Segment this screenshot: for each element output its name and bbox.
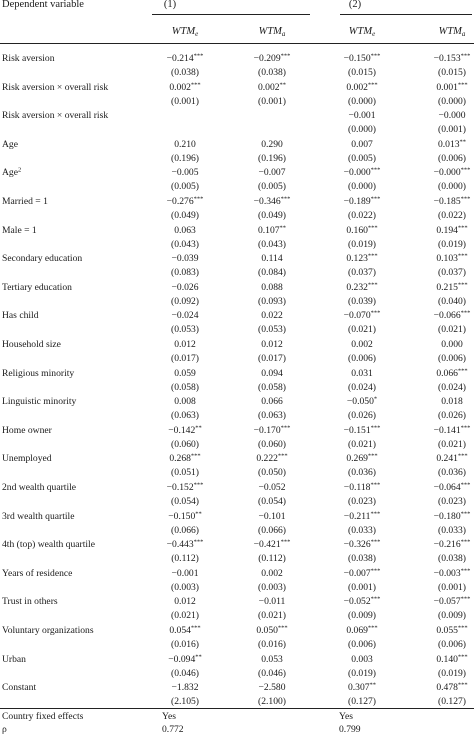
standard-error: (0.000) bbox=[438, 181, 466, 193]
coefficient: 0.241*** bbox=[436, 452, 468, 465]
standard-error: (0.000) bbox=[438, 95, 466, 107]
standard-error: (0.063) bbox=[171, 410, 199, 422]
coefficient: 0.008 bbox=[174, 396, 196, 408]
coefficient: −0.153*** bbox=[433, 52, 471, 64]
coefficient: 0.013** bbox=[437, 138, 467, 150]
standard-error: (0.016) bbox=[258, 639, 286, 650]
coefficient: 0.012 bbox=[174, 339, 196, 350]
coefficient: 0.140*** bbox=[436, 653, 468, 665]
column-header-2: $WTM_a$ bbox=[258, 26, 286, 38]
coefficient: 0.114 bbox=[261, 253, 283, 265]
standard-error: (0.127) bbox=[348, 696, 376, 708]
standard-error: (0.196) bbox=[171, 152, 199, 164]
coefficient: −0.216*** bbox=[433, 538, 471, 551]
coefficient: 0.194*** bbox=[436, 224, 468, 236]
coefficient: 0.059 bbox=[174, 367, 196, 379]
standard-error: (0.017) bbox=[258, 353, 286, 364]
coefficient: −0.011 bbox=[258, 596, 286, 608]
footer-label: ρ bbox=[2, 724, 7, 736]
coefficient: −0.005 bbox=[171, 167, 199, 179]
coefficient: 0.268*** bbox=[169, 452, 201, 465]
standard-error: (0.022) bbox=[348, 210, 376, 221]
standard-error: (0.054) bbox=[258, 496, 286, 507]
standard-error: (0.001) bbox=[171, 95, 199, 107]
row-label: Voluntary organizations bbox=[2, 625, 94, 636]
coefficient: 0.307** bbox=[347, 681, 377, 694]
coefficient: −0.185*** bbox=[433, 195, 471, 207]
footer-value: Yes bbox=[339, 710, 353, 722]
row-label: 3rd wealth quartile bbox=[2, 510, 75, 522]
row-label: Risk aversion bbox=[2, 53, 55, 64]
coefficient: −0.211*** bbox=[343, 510, 381, 522]
standard-error: (0.037) bbox=[438, 267, 466, 279]
row-label: Years of residence bbox=[2, 567, 73, 579]
standard-error: (0.046) bbox=[171, 667, 199, 679]
footer-label: Country fixed effects bbox=[2, 710, 84, 722]
standard-error: (0.063) bbox=[258, 410, 286, 422]
row-label: Risk aversion × overall risk bbox=[2, 110, 109, 122]
standard-error: (0.006) bbox=[438, 152, 466, 164]
standard-error: (0.019) bbox=[438, 238, 466, 250]
coefficient: 0.066*** bbox=[436, 367, 468, 379]
footer-value: Yes bbox=[162, 710, 176, 722]
coefficient: 0.094 bbox=[261, 367, 283, 379]
coefficient: −0.118*** bbox=[343, 481, 381, 493]
row-label: Has child bbox=[2, 310, 39, 322]
standard-error: (0.037) bbox=[348, 267, 376, 279]
standard-error: (0.019) bbox=[348, 238, 376, 250]
standard-error: (0.083) bbox=[171, 267, 199, 279]
coefficient: −0.001 bbox=[348, 110, 376, 122]
model-number-2: (2) bbox=[348, 0, 362, 10]
standard-error: (0.024) bbox=[348, 381, 376, 393]
coefficient: 0.088 bbox=[261, 281, 283, 293]
coefficient: 0.063 bbox=[174, 224, 196, 236]
standard-error: (0.033) bbox=[438, 524, 466, 536]
standard-error: (2.105) bbox=[171, 696, 199, 708]
coefficient: 0.012 bbox=[174, 596, 196, 608]
coefficient: −0.142** bbox=[168, 424, 202, 436]
coefficient: 0.107** bbox=[257, 224, 287, 236]
coefficient: −0.152*** bbox=[166, 481, 204, 493]
coefficient: 0.210 bbox=[174, 138, 196, 150]
standard-error: (0.016) bbox=[171, 639, 199, 650]
row-label: Linguistic minority bbox=[2, 396, 77, 408]
coefficient: 0.123*** bbox=[346, 252, 378, 265]
coefficient: −0.039 bbox=[171, 253, 199, 265]
standard-error: (0.000) bbox=[348, 181, 376, 193]
row-label: Secondary education bbox=[2, 253, 83, 265]
row-label: Risk aversion × overall risk bbox=[2, 81, 109, 93]
column-header-3: $WTM_e$ bbox=[348, 26, 376, 38]
coefficient: −0.000 bbox=[438, 110, 466, 122]
standard-error: (0.026) bbox=[348, 410, 376, 422]
standard-error: (0.021) bbox=[348, 324, 376, 336]
standard-error: (0.196) bbox=[258, 152, 286, 164]
coefficient: −0.209*** bbox=[253, 52, 291, 64]
coefficient: −2.580 bbox=[258, 682, 286, 694]
coefficient: −1.832 bbox=[171, 682, 199, 694]
coefficient: −0.150** bbox=[168, 510, 202, 522]
coefficient: −0.000*** bbox=[343, 166, 381, 179]
standard-error: (0.021) bbox=[171, 610, 199, 622]
row-label: Married = 1 bbox=[2, 196, 48, 207]
standard-error: (0.026) bbox=[438, 410, 466, 422]
coefficient: −0.026 bbox=[171, 281, 199, 293]
standard-error: (0.005) bbox=[348, 152, 376, 164]
coefficient: 0.103*** bbox=[436, 252, 468, 265]
standard-error: (0.039) bbox=[348, 295, 376, 307]
coefficient: 0.054*** bbox=[169, 624, 201, 636]
coefficient: 0.022 bbox=[261, 310, 283, 322]
coefficient: −0.443*** bbox=[166, 538, 204, 551]
row-label: 2nd wealth quartile bbox=[2, 482, 77, 493]
standard-error: (0.054) bbox=[171, 496, 199, 507]
row-label: Tertiary education bbox=[2, 281, 72, 293]
standard-error: (0.021) bbox=[438, 324, 466, 336]
standard-error: (0.112) bbox=[258, 553, 286, 565]
standard-error: (0.066) bbox=[258, 524, 286, 536]
coefficient: 0.000 bbox=[441, 339, 463, 350]
coefficient: 0.002*** bbox=[169, 81, 201, 93]
footer-rule bbox=[0, 708, 474, 709]
row-label: Household size bbox=[2, 339, 61, 350]
coefficient: −0.007*** bbox=[343, 567, 381, 579]
standard-error: (0.006) bbox=[438, 353, 466, 364]
standard-error: (0.038) bbox=[348, 553, 376, 565]
coefficient: −0.052*** bbox=[343, 595, 381, 608]
coefficient: −0.007 bbox=[258, 167, 286, 179]
coefficient: −0.052 bbox=[258, 482, 286, 493]
coefficient: 0.007 bbox=[351, 138, 373, 150]
coefficient: 0.290 bbox=[261, 138, 283, 150]
coefficient: 0.222*** bbox=[256, 452, 288, 465]
standard-error: (0.015) bbox=[348, 67, 376, 78]
model-rule-2 bbox=[340, 14, 472, 15]
standard-error: (0.009) bbox=[348, 610, 376, 622]
coefficient: 0.053 bbox=[261, 653, 283, 665]
column-header-4: $WTM_a$ bbox=[438, 26, 466, 38]
standard-error: (0.043) bbox=[258, 238, 286, 250]
coefficient: 0.002 bbox=[261, 567, 283, 579]
coefficient: 0.002*** bbox=[346, 81, 378, 93]
standard-error: (0.003) bbox=[258, 581, 286, 593]
standard-error: (0.001) bbox=[438, 581, 466, 593]
coefficient: −0.001 bbox=[171, 567, 199, 579]
coefficient: 0.055*** bbox=[436, 624, 468, 636]
standard-error: (0.127) bbox=[438, 696, 466, 708]
coefficient: −0.150*** bbox=[343, 52, 381, 64]
standard-error: (0.092) bbox=[171, 295, 199, 307]
coefficient: −0.066*** bbox=[433, 309, 471, 322]
coefficient: 0.215*** bbox=[436, 281, 468, 293]
dependent-variable-label: Dependent variable bbox=[2, 0, 84, 10]
standard-error: (0.043) bbox=[171, 238, 199, 250]
coefficient: −0.151*** bbox=[343, 424, 381, 436]
model-rule-1 bbox=[152, 14, 310, 15]
coefficient: −0.214*** bbox=[166, 52, 204, 64]
standard-error: (0.040) bbox=[438, 295, 466, 307]
standard-error: (0.005) bbox=[258, 181, 286, 193]
standard-error: (0.053) bbox=[258, 324, 286, 336]
standard-error: (0.033) bbox=[348, 524, 376, 536]
standard-error: (0.023) bbox=[438, 496, 466, 507]
standard-error: (0.001) bbox=[438, 124, 466, 136]
coefficient: −0.180*** bbox=[433, 510, 471, 522]
standard-error: (0.019) bbox=[348, 667, 376, 679]
coefficient: −0.003*** bbox=[433, 567, 471, 579]
standard-error: (0.060) bbox=[258, 438, 286, 450]
header-rule bbox=[0, 43, 474, 44]
row-label: Home owner bbox=[2, 424, 52, 436]
standard-error: (0.060) bbox=[171, 438, 199, 450]
standard-error: (0.006) bbox=[438, 639, 466, 650]
row-label: Male = 1 bbox=[2, 224, 37, 236]
coefficient: −0.170*** bbox=[253, 424, 291, 436]
standard-error: (0.001) bbox=[348, 581, 376, 593]
standard-error: (0.046) bbox=[258, 667, 286, 679]
coefficient: 0.002** bbox=[257, 81, 287, 93]
standard-error: (0.038) bbox=[258, 67, 286, 78]
standard-error: (0.112) bbox=[171, 553, 199, 565]
standard-error: (0.021) bbox=[438, 438, 466, 450]
standard-error: (0.084) bbox=[258, 267, 286, 279]
standard-error: (0.038) bbox=[438, 553, 466, 565]
footer-value: 0.772 bbox=[162, 724, 184, 736]
coefficient: 0.160*** bbox=[346, 224, 378, 236]
standard-error: (0.050) bbox=[258, 467, 286, 479]
standard-error: (0.066) bbox=[171, 524, 199, 536]
standard-error: (0.049) bbox=[171, 210, 199, 221]
standard-error: (0.038) bbox=[171, 67, 199, 78]
coefficient: −0.050* bbox=[346, 395, 378, 408]
coefficient: −0.141*** bbox=[433, 424, 471, 436]
standard-error: (0.049) bbox=[258, 210, 286, 221]
coefficient: −0.070*** bbox=[343, 309, 381, 322]
coefficient: −0.189*** bbox=[343, 195, 381, 207]
standard-error: (0.015) bbox=[438, 67, 466, 78]
column-header-1: $WTM_e$ bbox=[171, 26, 199, 38]
coefficient: −0.346*** bbox=[253, 195, 291, 207]
row-label: Age$^2$ bbox=[2, 166, 22, 179]
standard-error: (0.000) bbox=[348, 95, 376, 107]
coefficient: 0.478*** bbox=[436, 681, 468, 694]
coefficient: 0.050*** bbox=[256, 624, 288, 636]
standard-error: (0.009) bbox=[438, 610, 466, 622]
coefficient: −0.024 bbox=[171, 310, 199, 322]
standard-error: (0.003) bbox=[171, 581, 199, 593]
coefficient: −0.064*** bbox=[433, 481, 471, 493]
coefficient: 0.066 bbox=[261, 396, 283, 408]
footer-value: 0.799 bbox=[339, 724, 361, 736]
row-label: Constant bbox=[2, 682, 37, 694]
standard-error: (0.022) bbox=[438, 210, 466, 221]
row-label: Religious minority bbox=[2, 367, 75, 379]
standard-error: (0.058) bbox=[171, 381, 199, 393]
standard-error: (0.006) bbox=[348, 639, 376, 650]
coefficient: 0.031 bbox=[351, 367, 373, 379]
coefficient: 0.269*** bbox=[346, 452, 378, 465]
standard-error: (0.017) bbox=[171, 353, 199, 364]
coefficient: −0.094** bbox=[168, 653, 202, 665]
standard-error: (0.021) bbox=[258, 610, 286, 622]
coefficient: −0.421*** bbox=[253, 538, 291, 551]
row-label: Urban bbox=[2, 653, 26, 665]
coefficient: 0.012 bbox=[261, 339, 283, 350]
coefficient: 0.002 bbox=[351, 339, 373, 350]
coefficient: 0.232*** bbox=[346, 281, 378, 293]
standard-error: (0.019) bbox=[438, 667, 466, 679]
row-label: 4th (top) wealth quartile bbox=[2, 539, 95, 551]
coefficient: 0.018 bbox=[441, 396, 463, 408]
standard-error: (0.036) bbox=[348, 467, 376, 479]
standard-error: (0.000) bbox=[348, 124, 376, 136]
standard-error: (0.023) bbox=[348, 496, 376, 507]
standard-error: (2.100) bbox=[258, 696, 286, 708]
standard-error: (0.053) bbox=[171, 324, 199, 336]
coefficient: −0.326*** bbox=[343, 538, 381, 551]
standard-error: (0.093) bbox=[258, 295, 286, 307]
standard-error: (0.051) bbox=[171, 467, 199, 479]
row-label: Age bbox=[2, 138, 18, 150]
standard-error: (0.036) bbox=[438, 467, 466, 479]
standard-error: (0.058) bbox=[258, 381, 286, 393]
coefficient: 0.001*** bbox=[436, 81, 468, 93]
coefficient: −0.000*** bbox=[433, 166, 471, 179]
standard-error: (0.005) bbox=[171, 181, 199, 193]
row-label: Trust in others bbox=[2, 596, 58, 608]
row-label: Unemployed bbox=[2, 453, 52, 465]
standard-error: (0.006) bbox=[348, 353, 376, 364]
coefficient: −0.101 bbox=[258, 510, 286, 522]
model-number-1: (1) bbox=[163, 0, 177, 10]
coefficient: 0.003 bbox=[351, 653, 373, 665]
standard-error: (0.001) bbox=[258, 95, 286, 107]
standard-error: (0.021) bbox=[348, 438, 376, 450]
coefficient: −0.276*** bbox=[166, 195, 204, 207]
standard-error: (0.024) bbox=[438, 381, 466, 393]
coefficient: 0.069*** bbox=[346, 624, 378, 636]
coefficient: −0.057*** bbox=[433, 595, 471, 608]
